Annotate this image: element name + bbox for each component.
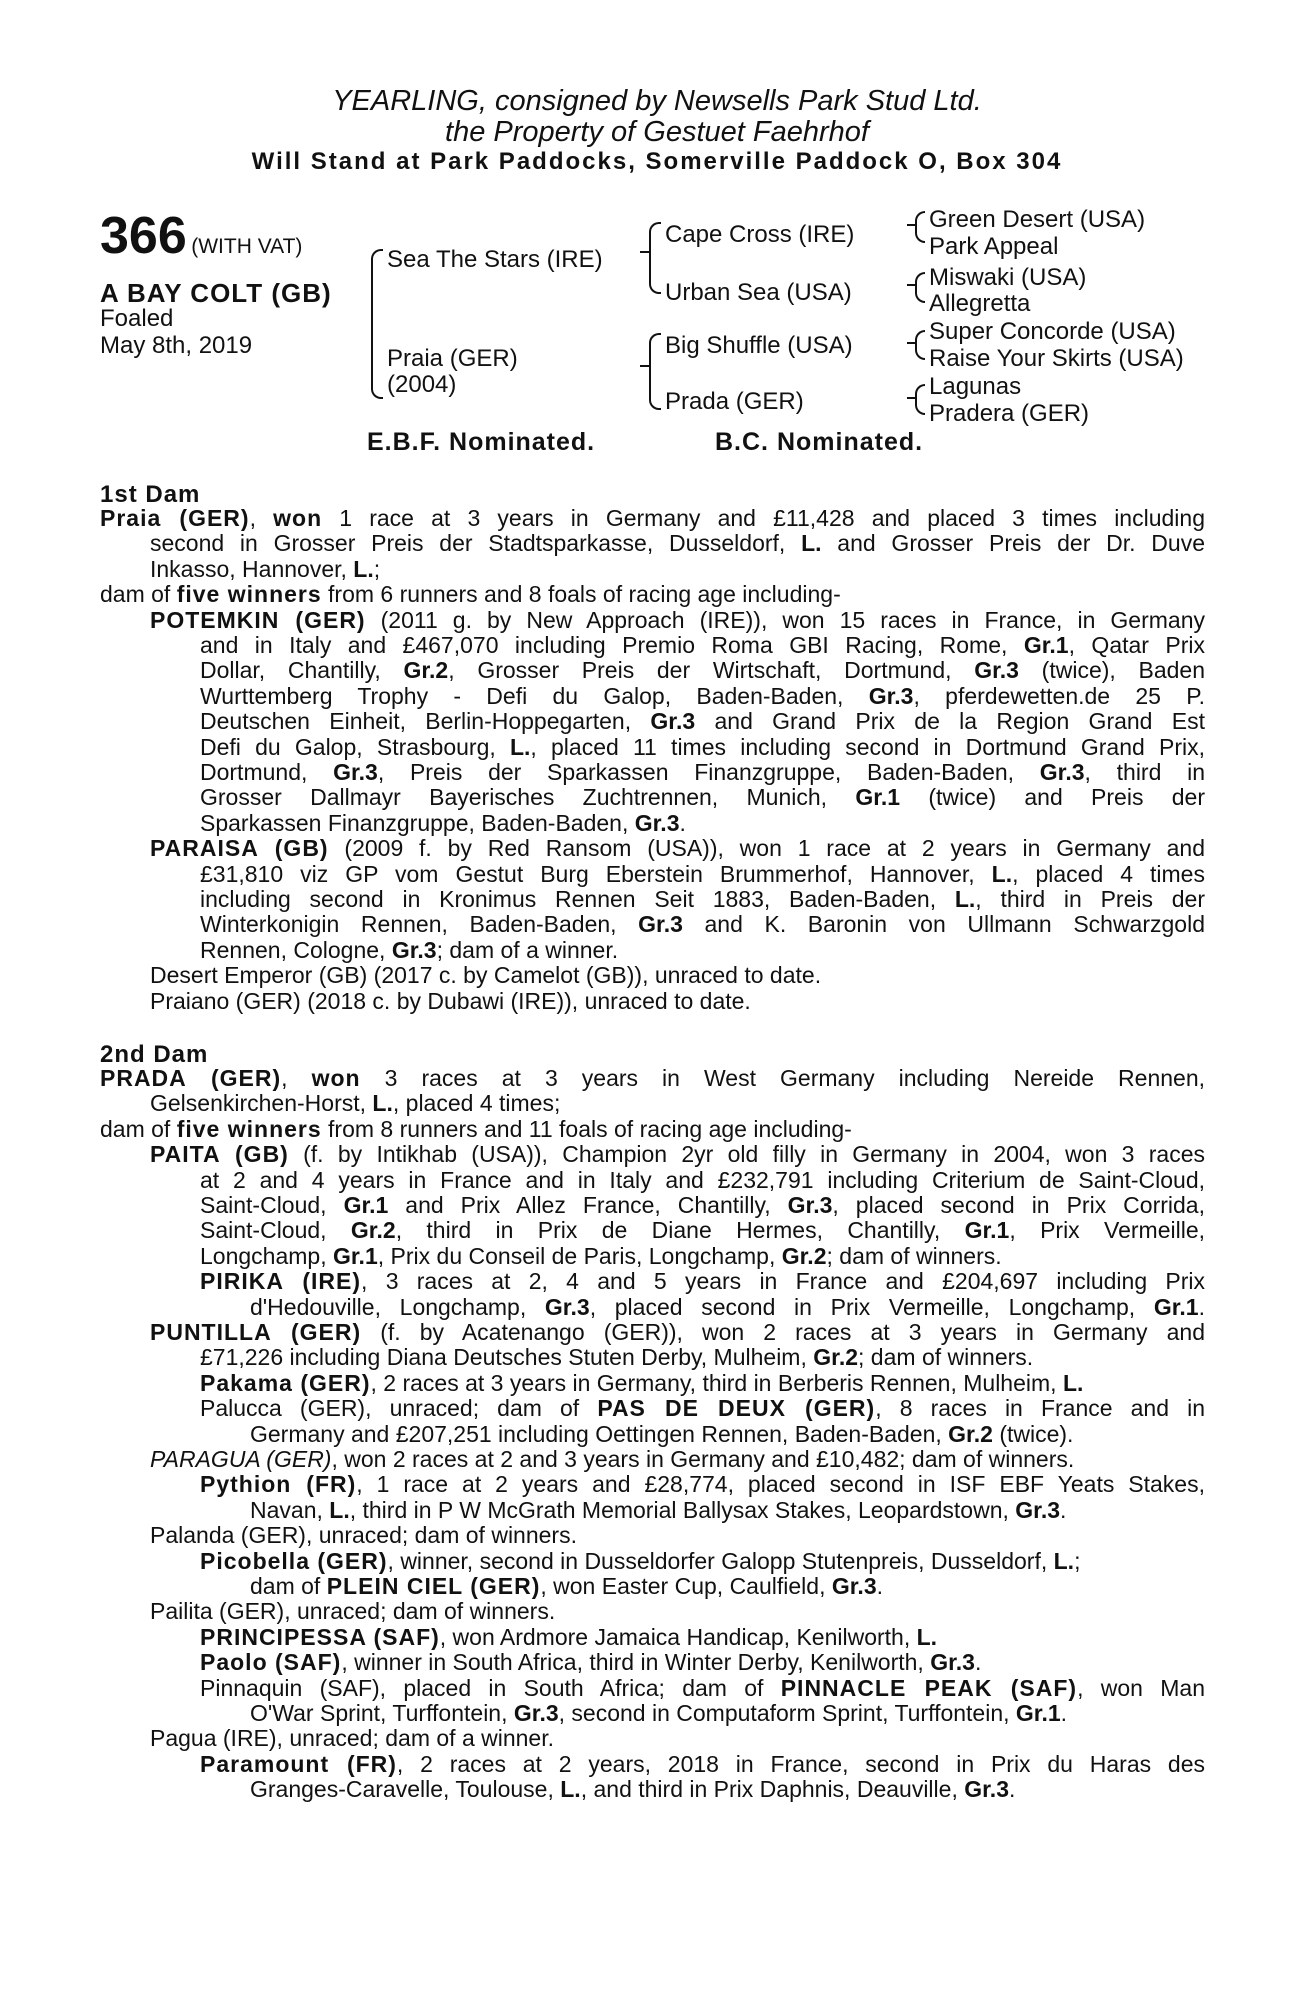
text-segment: and Prix Allez France, Chantilly, (388, 1192, 788, 1218)
text-segment: Saint-Cloud, (200, 1192, 344, 1218)
horse-name-bold: Praia (GER) (100, 505, 250, 531)
text-segment: Pinnaquin (SAF), placed in South Africa; dam of (200, 1674, 781, 1701)
text-segment: Gr.2 (948, 1420, 993, 1447)
second-dam-line (200, 1650, 981, 1675)
second-dam-line (200, 1269, 1205, 1294)
text-segment: , won Man (1077, 1674, 1206, 1701)
text-segment: Gr.3 (333, 759, 378, 785)
dam-sire: Big Shuffle (USA) (665, 332, 853, 359)
text-segment: 3 races at 3 years in West Germany including Nereide Rennen, (360, 1065, 1206, 1091)
second-dam-line (250, 1422, 1073, 1447)
text-segment: (twice), Baden (1018, 657, 1205, 684)
second-dam-line (200, 1371, 1083, 1396)
text-segment: , (281, 1065, 312, 1091)
sire-line-brace-upper (649, 222, 661, 254)
text-segment: including second in Kronimus Rennen Seit 1883, Baden-Baden, (200, 886, 955, 912)
text-segment: from 8 runners and 11 foals of racing age including- (321, 1115, 852, 1142)
text-segment: L. (991, 860, 1013, 887)
text-segment: . (1060, 1496, 1067, 1523)
horse-name-bold: won (311, 1065, 361, 1091)
text-segment: , 2 races at 2 years, 2018 in France, second in Prix du Haras des (396, 1750, 1205, 1777)
dam-dam: Prada (GER) (665, 388, 804, 415)
text-segment: ; dam of winners. (826, 1242, 1002, 1269)
second-dam-line (200, 1345, 1033, 1370)
text-segment: , placed second in Prix Vermeille, Longchamp, (589, 1293, 1154, 1320)
second-dam-line (200, 1625, 937, 1650)
first-dam-heading: 1st Dam (100, 481, 201, 508)
text-segment: , 3 races at 2, 4 and 5 years in France and £204,697 including Prix (361, 1268, 1205, 1295)
gg-dam-4: Pradera (GER) (929, 400, 1090, 427)
text-segment: , third in Prix de Diane Hermes, Chantilly, (395, 1217, 965, 1244)
text-segment: from 6 runners and 8 foals of racing age including- (321, 581, 841, 608)
text-segment: Gr.3 (1039, 759, 1085, 785)
first-dam-line (200, 684, 1205, 709)
text-segment: , second in Computaform Sprint, Turffontein, (558, 1700, 1016, 1726)
text-segment: Gelsenkirchen-Horst, (150, 1090, 373, 1117)
second-dam-line (200, 1218, 1205, 1243)
text-segment: Granges-Caravelle, Toulouse, (250, 1776, 561, 1803)
gg-sire-2: Miswaki (USA) (929, 264, 1087, 291)
first-dam-line (200, 785, 1205, 810)
text-segment: Gr.1 (1153, 1293, 1199, 1320)
text-segment: (twice). (992, 1420, 1074, 1447)
text-segment: , 2 races at 3 years in Germany, third in Berberis Rennen, Mulheim, (370, 1369, 1063, 1396)
first-dam-line (200, 658, 1205, 683)
text-segment: Gr.3 (391, 936, 437, 963)
gg-dam-3: Raise Your Skirts (USA) (929, 345, 1184, 372)
dam-name: Praia (GER) (387, 345, 518, 372)
text-segment: , Prix du Conseil de Paris, Longchamp, (377, 1242, 782, 1269)
text-segment: , third in P W McGrath Memorial Ballysax Stakes, Leopardstown, (349, 1496, 1016, 1523)
text-segment: Gr.3 (974, 657, 1019, 684)
text-segment: , placed 4 times (1012, 860, 1205, 887)
text-segment: . (1198, 1293, 1205, 1320)
text-segment: Gr.3 (930, 1649, 975, 1676)
gg-sire-3: Super Concorde (USA) (929, 318, 1176, 345)
horse-name-bold: Pythion (FR) (200, 1471, 357, 1498)
text-segment: Gr.1 (964, 1217, 1010, 1244)
horse-name-bold: PARAISA (GB) (150, 835, 329, 862)
text-segment: , winner in South Africa, third in Winter Derby, Kenilworth, (341, 1649, 931, 1676)
text-segment: ; (373, 555, 381, 582)
text-segment: Sparkassen Finanzgruppe, Baden-Baden, (200, 809, 635, 836)
text-segment: Navan, (250, 1496, 330, 1523)
text-segment: Defi du Galop, Strasbourg, (200, 733, 510, 760)
text-segment: d'Hedouville, Longchamp, (250, 1293, 545, 1320)
text-segment: Gr.3 (1015, 1496, 1061, 1523)
text-segment: , winner, second in Dusseldorfer Galopp Stutenpreis, Dusseldorf, (387, 1547, 1054, 1574)
second-dam-line (250, 1777, 1015, 1802)
dam-line-brace-upper (649, 333, 661, 368)
text-segment: £71,226 including Diana Deutsches Stuten Derby, Mulheim, (200, 1344, 814, 1371)
second-dam-line (200, 1244, 1002, 1269)
text-segment: dam of (250, 1573, 327, 1599)
text-segment: , Preis der Sparkassen Finanzgruppe, Baden-Baden, (377, 759, 1040, 785)
text-segment: Saint-Cloud, (200, 1217, 351, 1244)
text-segment: Winterkonigin Rennen, Baden-Baden, (200, 911, 639, 938)
sire-sire: Cape Cross (IRE) (665, 221, 855, 248)
text-segment: L. (916, 1623, 938, 1650)
text-segment: Gr.3 (787, 1192, 833, 1218)
text-segment: Praiano (GER) (2018 c. by Dubawi (IRE)), unraced to date. (150, 987, 751, 1014)
dam-year: (2004) (387, 371, 457, 398)
text-segment: (f. by Acatenango (GER)), won 2 races at 3 years in Germany and (361, 1319, 1205, 1345)
second-dam-line (250, 1498, 1066, 1523)
text-segment: second in Grosser Preis der Stadtsparkasse, Dusseldorf, (150, 530, 802, 557)
second-dam-line (100, 1066, 1205, 1091)
text-segment: Gr.3 (513, 1700, 559, 1726)
text-segment: 1 race at 3 years in Germany and £11,428 and placed 3 times including (322, 505, 1205, 531)
first-dam-line (150, 608, 1205, 633)
text-segment: (2009 f. by Red Ransom (USA)), won 1 race at 2 years in Germany and (328, 835, 1205, 862)
text-segment: Inkasso, Hannover, (150, 555, 354, 582)
text-segment: L. (954, 886, 976, 912)
first-dam-line (100, 582, 841, 607)
text-segment: at 2 and 4 years in France and in Italy and £232,791 including Criterium de Saint-Cloud, (200, 1166, 1205, 1193)
text-segment: Gr.2 (350, 1217, 396, 1244)
text-segment: Germany and £207,251 including Oettingen Rennen, Baden-Baden, (250, 1420, 949, 1447)
text-segment: (2011 g. by New Approach (IRE)), won 15 races in France, in Germany (365, 606, 1205, 633)
second-dam-line (150, 1142, 1205, 1167)
text-segment: , Prix Vermeille, (1009, 1217, 1206, 1244)
text-segment: L. (1062, 1369, 1084, 1396)
text-segment: . (679, 809, 686, 836)
first-dam-line (150, 836, 1205, 861)
gg-sire-4: Lagunas (929, 373, 1022, 400)
horse-name-bold: five winners (176, 581, 322, 608)
first-dam-line (150, 531, 1205, 556)
horse-name-bold: Pakama (GER) (200, 1369, 371, 1396)
horse-name-bold: PINNACLE PEAK (SAF) (780, 1674, 1078, 1701)
horse-name-bold: PIRIKA (IRE) (200, 1268, 362, 1295)
horse-name-bold: PLEIN CIEL (GER) (326, 1573, 541, 1599)
text-segment: Grosser Dallmayr Bayerisches Zuchtrennen, Munich, (200, 784, 856, 811)
text-segment: ; (1074, 1547, 1081, 1574)
sire-line-brace-lower (649, 252, 661, 294)
text-segment: Gr.3 (831, 1573, 877, 1599)
text-segment: Pailita (GER), unraced; dam of winners. (150, 1598, 556, 1625)
horse-name-bold: Paramount (FR) (200, 1750, 397, 1777)
text-segment: , third in Preis der (975, 886, 1205, 912)
lot-number-block (100, 206, 302, 266)
text-segment: , won Ardmore Jamaica Handicap, Kenilworth, (439, 1623, 917, 1650)
text-segment: Gr.1 (1015, 1700, 1061, 1726)
text-segment: Gr.3 (544, 1293, 590, 1320)
pedigree-brace-lower (371, 330, 383, 399)
text-segment: Gr.1 (332, 1242, 378, 1269)
text-segment: , placed second in Prix Corrida, (832, 1192, 1205, 1218)
text-segment: Gr.3 (650, 708, 696, 735)
first-dam-line (150, 963, 821, 988)
text-segment: L. (801, 530, 822, 557)
first-dam-line (200, 862, 1205, 887)
second-dam-line (150, 1447, 1074, 1472)
second-dam-line (100, 1117, 852, 1142)
text-segment: Dortmund, (200, 759, 334, 785)
text-segment: , (249, 505, 274, 531)
text-segment: Rennen, Cologne, (200, 936, 392, 963)
first-dam-line (200, 760, 1205, 785)
second-dam-line (150, 1523, 577, 1548)
first-dam-line (200, 633, 1205, 658)
text-segment: L. (509, 733, 531, 760)
text-segment: Gr.2 (781, 1242, 827, 1269)
text-segment: Gr.3 (964, 1776, 1009, 1803)
second-dam-line (150, 1599, 555, 1624)
horse-name-bold: Picobella (GER) (200, 1547, 388, 1574)
first-dam-line (150, 989, 751, 1014)
consignor-line: YEARLING, consigned by Newsells Park Stud Ltd. (332, 85, 982, 117)
text-segment: PARAGUA (GER) (150, 1446, 332, 1472)
second-dam-line (150, 1091, 560, 1116)
text-segment: Pagua (IRE), unraced; dam of a winner. (150, 1725, 554, 1752)
text-segment: Desert Emperor (GB) (2017 c. by Camelot (GB)), unraced to date. (150, 962, 822, 989)
text-segment: , won 2 races at 2 and 3 years in Germany and £10,482; dam of winners. (331, 1446, 1075, 1472)
second-dam-line (250, 1295, 1205, 1320)
text-segment: and Grand Prix de la Region Grand Est (695, 708, 1206, 735)
text-segment: L. (329, 1496, 350, 1523)
first-dam-line (200, 709, 1205, 734)
text-segment: . (876, 1573, 884, 1599)
horse-name-bold: PRINCIPESSA (SAF) (200, 1623, 440, 1650)
sire-name: Sea The Stars (IRE) (387, 246, 603, 273)
text-segment: Gr.3 (638, 911, 683, 938)
text-segment: and Grosser Preis der Dr. Duve (821, 530, 1205, 557)
text-segment: Deutschen Einheit, Berlin-Hoppegarten, (200, 708, 651, 735)
gg-dam-2: Allegretta (929, 290, 1031, 317)
text-segment: , and third in Prix Daphnis, Deauville, (580, 1776, 965, 1803)
second-dam-line (200, 1396, 1205, 1421)
text-segment: L. (372, 1090, 393, 1117)
horse-name-bold: POTEMKIN (GER) (150, 606, 366, 633)
text-segment: Gr.2 (403, 657, 449, 684)
dam-line-brace-lower (649, 366, 661, 410)
text-segment: , placed 4 times; (392, 1090, 561, 1117)
text-segment: Palucca (GER), unraced; dam of (200, 1395, 598, 1422)
text-segment: Gr.3 (634, 809, 680, 836)
text-segment: Gr.2 (813, 1344, 859, 1371)
second-dam-line (200, 1193, 1205, 1218)
foaled-label: Foaled (100, 305, 174, 332)
first-dam-line (200, 912, 1205, 937)
text-segment: , Qatar Prix (1068, 632, 1205, 658)
text-segment: and in Italy and £467,070 including Premio Roma GBI Racing, Rome, (200, 632, 1024, 658)
text-segment: dam of (100, 1115, 177, 1142)
lot-number: 366 (100, 207, 187, 265)
vat-label: (WITH VAT) (191, 235, 303, 258)
text-segment: £31,810 viz GP vom Gestut Burg Eberstein Brummerhof, Hannover, (200, 860, 992, 887)
horse-name-bold: PUNTILLA (GER) (150, 1319, 362, 1345)
text-segment: Dollar, Chantilly, (200, 657, 404, 684)
second-dam-line (200, 1168, 1205, 1193)
first-dam-line (200, 811, 686, 836)
text-segment: Gr.1 (855, 784, 901, 811)
text-segment: , won Easter Cup, Caulfield, (540, 1573, 832, 1599)
text-segment: , 8 races in France and in (875, 1395, 1205, 1422)
bc-nominated: B.C. Nominated. (715, 428, 924, 456)
text-segment: , 1 race at 2 years and £28,774, placed second in ISF EBF Yeats Stakes, (356, 1471, 1205, 1498)
horse-name-bold: five winners (176, 1115, 322, 1142)
second-dam-line (250, 1574, 883, 1599)
text-segment: . (1060, 1700, 1068, 1726)
text-segment: L. (353, 555, 374, 582)
text-segment: , third in (1084, 759, 1205, 785)
text-segment: , placed 11 times including second in Dortmund Grand Prix, (530, 733, 1205, 760)
gg-sire-1: Green Desert (USA) (929, 206, 1146, 233)
text-segment: Gr.1 (1023, 632, 1069, 658)
second-dam-heading: 2nd Dam (100, 1041, 209, 1068)
first-dam-line (200, 887, 1205, 912)
first-dam-line (150, 557, 380, 582)
second-dam-line (150, 1726, 554, 1751)
horse-name: A BAY COLT (GB) (100, 278, 332, 308)
sire-dam: Urban Sea (USA) (665, 279, 852, 306)
text-segment: Wurttemberg Trophy - Defi du Galop, Baden-Baden, (200, 682, 869, 709)
text-segment: L. (1053, 1547, 1075, 1574)
second-dam-line (200, 1472, 1205, 1497)
text-segment: L. (560, 1776, 581, 1803)
text-segment: Palanda (GER), unraced; dam of winners. (150, 1522, 577, 1549)
text-segment: Longchamp, (200, 1242, 333, 1269)
horse-name-bold: won (273, 505, 323, 531)
text-segment: . (974, 1649, 982, 1676)
text-segment: , pferdewetten.de 25 P. (913, 682, 1205, 709)
text-segment: (twice) and Preis der (900, 784, 1205, 811)
first-dam-line (200, 735, 1205, 760)
text-segment: and K. Baronin von Ullmann Schwarzgold (682, 911, 1205, 938)
horse-name-bold: PAITA (GB) (150, 1141, 289, 1168)
pedigree-brace-upper (371, 249, 383, 332)
property-line: the Property of Gestuet Faehrhof (445, 116, 869, 148)
horse-name-bold: PRADA (GER) (100, 1065, 282, 1091)
text-segment: O'War Sprint, Turffontein, (250, 1700, 514, 1726)
text-segment: ; dam of winners. (858, 1344, 1034, 1371)
foaled-date: May 8th, 2019 (100, 332, 253, 359)
text-segment: Gr.3 (868, 682, 914, 709)
second-dam-line (200, 1752, 1205, 1777)
second-dam-line (200, 1676, 1205, 1701)
second-dam-line (200, 1549, 1080, 1574)
horse-name-bold: PAS DE DEUX (GER) (597, 1395, 876, 1422)
text-segment: , Grosser Preis der Wirtschaft, Dortmund, (448, 657, 975, 684)
first-dam-line (200, 938, 618, 963)
text-segment: Gr.1 (343, 1192, 389, 1218)
text-segment: . (1009, 1776, 1016, 1803)
first-dam-line (100, 506, 1205, 531)
stand-location-line: Will Stand at Park Paddocks, Somerville Paddock O, Box 304 (251, 148, 1063, 175)
text-segment: dam of (100, 581, 177, 608)
second-dam-line (250, 1701, 1067, 1726)
text-segment: ; dam of a winner. (436, 936, 619, 963)
gg-dam-1: Park Appeal (929, 233, 1059, 260)
horse-name-bold: Paolo (SAF) (200, 1649, 342, 1676)
second-dam-line (150, 1320, 1205, 1345)
text-segment: (f. by Intikhab (USA)), Champion 2yr old filly in Germany in 2004, won 3 races (288, 1141, 1205, 1168)
ebf-nominated: E.B.F. Nominated. (367, 428, 596, 456)
